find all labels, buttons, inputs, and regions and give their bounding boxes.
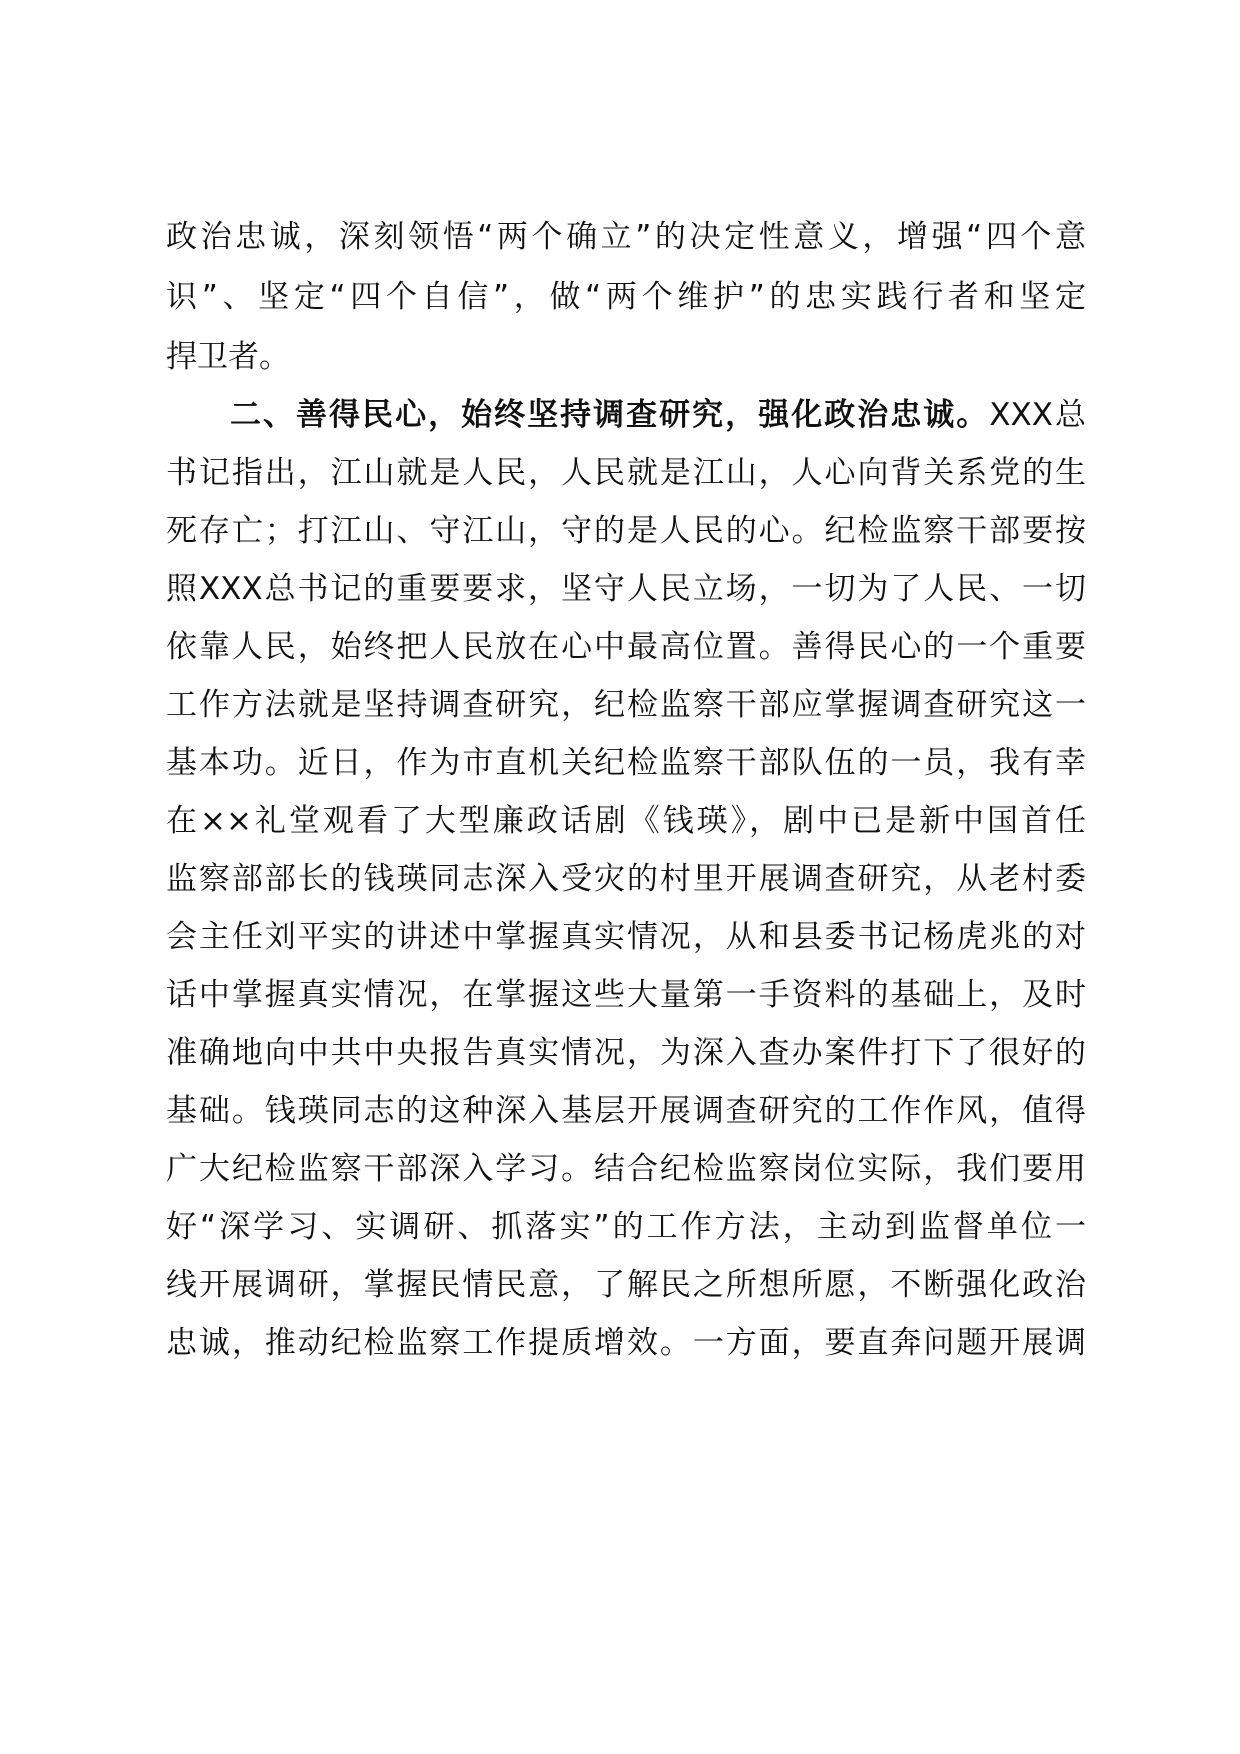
text-line: 基本功。近日，作为市直机关纪检监察干部队伍的一员，我有幸 (166, 745, 1086, 781)
text-line: 识”、坚定“四个自信”，做“两个维护”的忠实践行者和坚定 (166, 279, 1086, 315)
text-line: 基础。钱瑛同志的这种深入基层开展调查研究的工作作风，值得 (166, 1093, 1086, 1129)
text-line: 政治忠诚，深刻领悟“两个确立”的决定性意义，增强“四个意 (166, 219, 1086, 255)
heading-line (166, 383, 1086, 447)
text-line: 准确地向中共中央报告真实情况，为深入查办案件打下了很好的 (166, 1035, 1086, 1071)
text-line: 在××礼堂观看了大型廉政话剧《钱瑛》，剧中已是新中国首任 (166, 803, 1086, 839)
text-line: 线开展调研，掌握民情民意，了解民之所想所愿，不断强化政治 (166, 1267, 1086, 1303)
text-line: 书记指出，江山就是人民，人民就是江山，人心向背关系党的生 (166, 455, 1086, 491)
text-line: 依靠人民，始终把人民放在心中最高位置。善得民心的一个重要 (166, 629, 1086, 665)
text-line: 会主任刘平实的讲述中掌握真实情况，从和县委书记杨虎兆的对 (166, 919, 1086, 955)
heading-line-rest: XXX总 (989, 397, 1087, 433)
text-line: 好“深学习、实调研、抓落实”的工作方法，主动到监督单位一 (166, 1209, 1086, 1245)
text-line: 监察部部长的钱瑛同志深入受灾的村里开展调查研究，从老村委 (166, 861, 1086, 897)
text-line: 捍卫者。 (166, 339, 290, 375)
text-line: 照XXX总书记的重要要求，坚守人民立场，一切为了人民、一切 (166, 571, 1086, 607)
text-line: 工作方法就是坚持调查研究，纪检监察干部应掌握调查研究这一 (166, 687, 1086, 723)
text-line: 广大纪检监察干部深入学习。结合纪检监察岗位实际，我们要用 (166, 1151, 1086, 1187)
text-line: 死存亡；打江山、守江山，守的是人民的心。纪检监察干部要按 (166, 513, 1086, 549)
text-line: 忠诚，推动纪检监察工作提质增效。一方面，要直奔问题开展调 (166, 1325, 1086, 1361)
text-line: 话中掌握真实情况，在掌握这些大量第一手资料的基础上，及时 (166, 977, 1086, 1013)
section-heading: 二、善得民心，始终坚持调查研究，强化政治忠诚。 (228, 397, 990, 433)
